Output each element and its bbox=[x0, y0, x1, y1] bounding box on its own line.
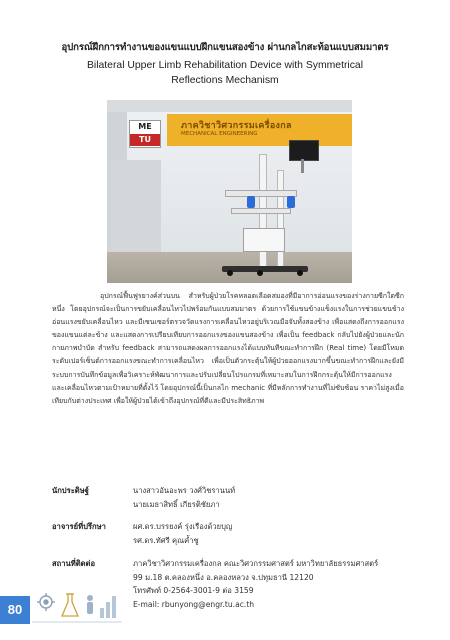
contact-line: ภาควิชาวิศวกรรมเครื่องกล คณะวิศวกรรมศาสตร์ มหาวิทยาลัยธรรมศาสตร์ bbox=[133, 559, 379, 568]
device-arm bbox=[225, 190, 297, 197]
contact-line: 99 ม.18 ต.คลองหนึ่ง อ.คลองหลวง จ.ปทุมธานี 12120 bbox=[133, 572, 314, 582]
device-arm bbox=[231, 208, 291, 214]
device-base bbox=[222, 266, 308, 272]
chart-icon bbox=[100, 596, 116, 618]
advisor-name: ผศ.ดร.บรรยงค์ รุ่งเรืองด้วยบุญ bbox=[133, 522, 233, 531]
page-title-english bbox=[0, 58, 450, 88]
device-monitor bbox=[289, 140, 319, 161]
banner-text: ภาควิชาวิศวกรรมเครื่องกล bbox=[181, 121, 292, 131]
title-english-line: Reflections Mechanism bbox=[171, 75, 279, 86]
researchers-label: นักประดิษฐ์ bbox=[52, 486, 89, 495]
page-number: 80 bbox=[0, 596, 30, 624]
description-paragraph: อุปกรณ์ฟื้นฟูรยางค์ส่วนบน สำหรับผู้ป่วยโรคหลอดเลือดสมองที่มีอาการอ่อนแรงของร่างกายซีกใดซีกหนึ่ง โดยอุปกรณ์จะเป็นการขยับเคลื่อนไหวไปพร้อมกันแบบสมมาตร ด้วยการใช้แขนข้างแข็งแรงในการช่วยแขนข้างอ่อนแรงขยับเคลื่อนไหว และมีเซนเซอร์ตรวจวัดแรงการเคลื่อนไหวอยู่บริเวณมือจับทั้งสองข้าง เพื่อแสดงถึงการออกแรงของแขนแต่ละข้าง และแสดงการเปรียบเทียบการออกแรงของแขนสองข้าง เพื่อเป็น feedback กลับไปยังผู้ป่วยและนักกายภาพบำบัด สำหรับ feedback สามารถแสดงผลการออกแรงได้แบบทันทีขณะทำการฝึก (Real time) โดยมีโหมดระดับเปอร์เซ็นต์การออกแรงขณะทำการเคลื่อนไหว เพื่อเป็นตัวกระตุ้นให้ผู้ป่วยออกแรงมากขึ้นขณะทำการฝึกและยังมีระบบการบันทึกข้อมูลเพื่อวิเคราะห์พัฒนาการและปรับเปลี่ยนโปรแกรมที่เหมาะสมในการฝึกกระตุ้นให้มีการออกแรงและเคลื่อนไหวตามเป้าหมายที่ตั้งไว้ โดยอุปกรณ์นี้เป็นกลไก mechanic ที่มีหลักการทำงานที่ไม่ซับซ้อน ราคาไม่สูงเมื่อเทียบกับต่างประเทศ เพื่อให้ผู้ป่วยได้เข้าถึงอุปกรณ์ที่ดีและมีประสิทธิภาพ bbox=[52, 292, 404, 405]
flask-icon bbox=[62, 594, 78, 616]
advisors-label: อาจารย์ที่ปรึกษา bbox=[52, 522, 106, 531]
photo-ceiling bbox=[107, 100, 352, 112]
device-wheel bbox=[227, 270, 233, 276]
title-english-line: Bilateral Upper Limb Rehabilitation Device with Symmetrical bbox=[86, 60, 364, 71]
device-handle bbox=[247, 196, 255, 208]
device-handle bbox=[287, 196, 295, 208]
contact-label: สถานที่ติดต่อ bbox=[52, 559, 96, 568]
device-wheel bbox=[297, 270, 303, 276]
page-title-thai: อุปกรณ์ฝึกการทำงานของแขนแบบฝึกแขนสองข้าง ผ่านกลไกสะท้อนแบบสมมาตร bbox=[61, 42, 389, 53]
advisors-names bbox=[133, 520, 423, 547]
contact-details bbox=[133, 557, 423, 611]
logo-text-bottom: TU bbox=[130, 134, 160, 146]
advisor-name: รศ.ดร.ทัศรี คุณค้ำชู bbox=[133, 535, 199, 545]
description bbox=[52, 290, 404, 408]
gear-icon bbox=[37, 593, 55, 611]
monitor-stand bbox=[301, 159, 304, 173]
device-wheel bbox=[257, 270, 263, 276]
person-icon bbox=[87, 595, 93, 614]
researchers-names bbox=[133, 484, 423, 511]
metu-logo bbox=[129, 120, 161, 148]
device-photo bbox=[107, 100, 352, 283]
device-control-box bbox=[243, 228, 285, 252]
logo-text-top: ME bbox=[138, 122, 152, 131]
decorative-icons bbox=[32, 588, 122, 628]
contact-line: โทรศัพท์ 0-2564-3001-9 ต่อ 3159 bbox=[133, 586, 254, 595]
researcher-name: นายเมธาสิทธิ์ เกียรติชัยภา bbox=[133, 499, 220, 509]
device-frame-post bbox=[277, 170, 284, 268]
contact-email: E-mail: rbunyong@engr.tu.ac.th bbox=[133, 599, 255, 609]
banner-subtext: MECHANICAL ENGINEERING bbox=[181, 131, 258, 137]
photo-wall-panel bbox=[111, 160, 161, 252]
researcher-name: นางสาวอันอะพร วงศ์วิชรานนท์ bbox=[133, 486, 236, 495]
